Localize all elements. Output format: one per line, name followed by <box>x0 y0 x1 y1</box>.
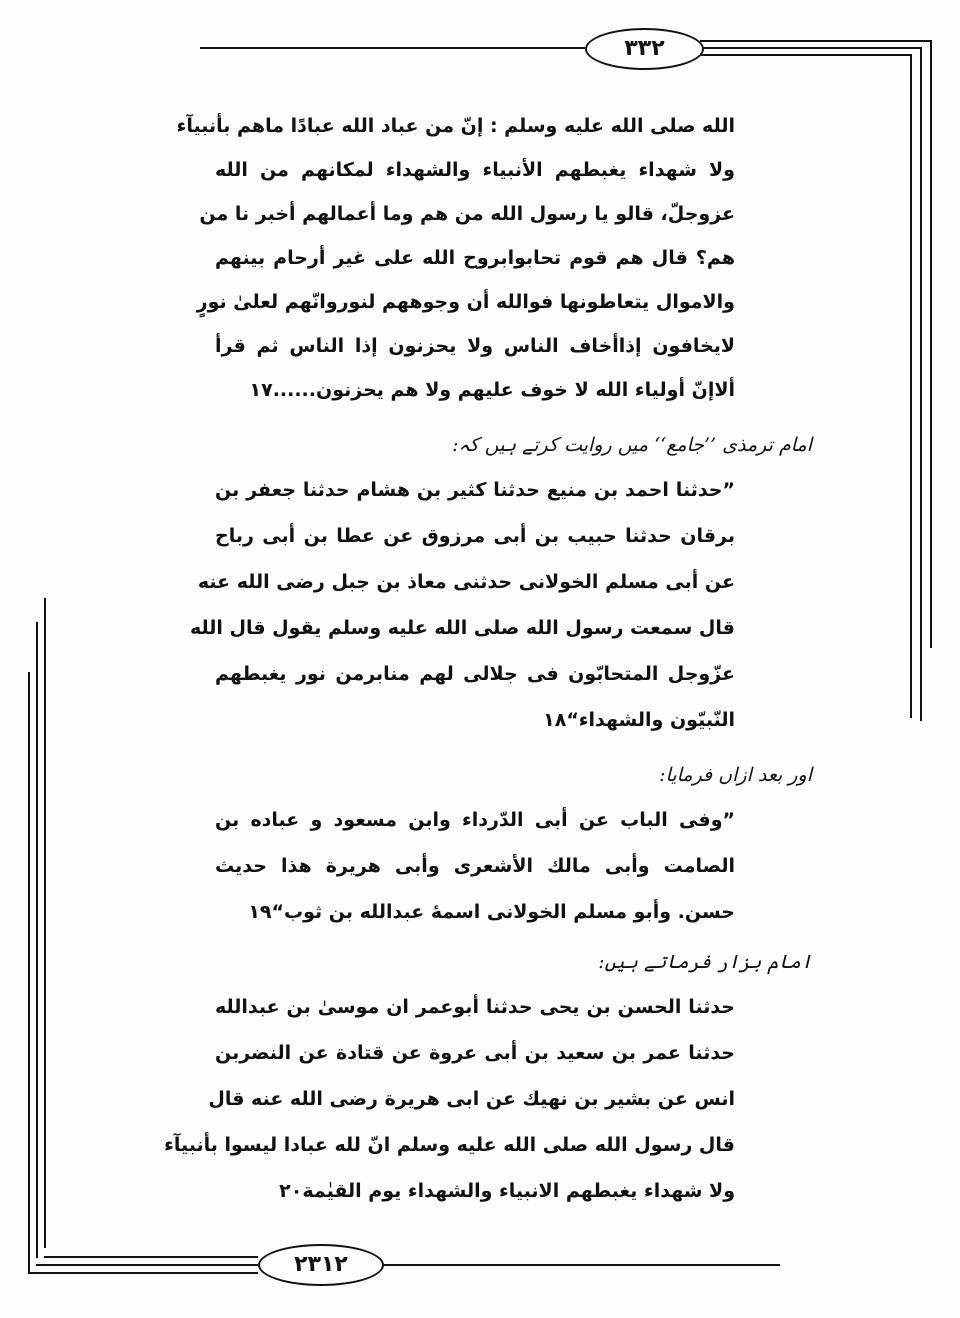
text-line: برقان حدثنا حبيب بن أبى مرزوق عن عطا بن أبى رباح <box>215 525 735 547</box>
text-line: انس عن بشير بن نهيك عن ابى هريرة رضى الله عنه قال <box>208 1088 735 1110</box>
text-line: الصامت وأبى مالك الأشعرى وأبى هريرة هذا حديث <box>215 855 735 877</box>
frame-bottom-line-inner <box>44 1256 258 1258</box>
frame-left-line-middle <box>36 622 38 1258</box>
section-heading: اور بعد ازاں فرمایا: <box>659 764 812 786</box>
text-line: ولا شهداء يغبطهم الانبياء والشهداء يوم القيٰمة٢٠ <box>279 1180 735 1202</box>
section-heading: امام ترمذی ’’جامع‘‘ میں روایت کرتے ہیں کہ: <box>452 434 812 456</box>
text-line: ألاإنّ أولياء الله لا خوف عليهم ولا هم يحزنون......١٧ <box>249 379 735 401</box>
frame-left-line-inner <box>44 598 46 1248</box>
text-line: عزّوجل المتحابّون فى جلالى لهم منابرمن نور يغبطهم <box>215 663 735 685</box>
text-line: هم؟ قال هم قوم تحابوابروح الله على غير أرحام بينهم <box>215 247 735 269</box>
frame-top-line-outer <box>700 40 932 42</box>
frame-bottom-line-outer <box>28 1272 258 1274</box>
text-line: والاموال يتعاطونها فوالله أن وجوههم لنوروانّهم لعلىٰ نورٍ <box>196 291 735 313</box>
text-line: لايخافون إذاأخاف الناس ولا يحزنون إذا الناس ثم قرأ <box>215 335 735 357</box>
top-page-number: ٣٣٢ <box>585 28 704 70</box>
bottom-page-number: ٢٣١٢ <box>258 1244 384 1286</box>
text-line: قال رسول الله صلى الله عليه وسلم انّ لله عبادا ليسوا بأنبيآء <box>164 1134 735 1156</box>
text-line: النّبيّون والشهداء“١٨ <box>543 709 735 731</box>
frame-right-line-outer <box>930 40 932 648</box>
text-line: قال سمعت رسول الله صلى الله عليه وسلم يقول قال الله <box>189 617 735 639</box>
frame-top-left-line <box>200 47 585 49</box>
text-line: ”وفى الباب عن أبى الدّرداء وابن مسعود و عباده بن <box>215 809 735 831</box>
text-line: عن أبى مسلم الخولانى حدثنى معاذ بن جبل رضى الله عنه <box>197 571 735 593</box>
text-line: عزوجلّ، قالو يا رسول الله من هم وما أعمالهم أخبر نا من <box>199 203 735 225</box>
text-line: حدثنا الحسن بن يحى حدثنا أبوعمر ان موسىٰ بن عبدالله <box>215 996 735 1018</box>
frame-top-line-middle <box>700 47 922 49</box>
frame-bottom-right-line <box>380 1264 780 1266</box>
section-heading: امام بزار فرماتے ہیں: <box>598 951 812 973</box>
text-line: ”حدثنا احمد بن منيع حدثنا كثير بن هشام حدثنا جعفر بن <box>215 479 735 501</box>
frame-left-line-outer <box>28 672 30 1274</box>
frame-top-line-inner <box>700 54 912 56</box>
text-line: ولا شهداء يغبطهم الأنبياء والشهداء لمكانهم من الله <box>215 159 735 181</box>
frame-bottom-line-middle <box>36 1264 258 1266</box>
frame-right-line-middle <box>920 47 922 721</box>
frame-right-line-inner <box>910 54 912 718</box>
text-line: الله صلى الله عليه وسلم : إنّ من عباد الله عبادًا ماهم بأنبيآء <box>176 115 735 137</box>
text-line: حدثنا عمر بن سعيد بن أبى عروة عن قتادة عن النضربن <box>215 1042 735 1064</box>
text-line: حسن. وأبو مسلم الخولانى اسمهٔ عبدالله بن ثوب“١٩ <box>248 901 735 923</box>
